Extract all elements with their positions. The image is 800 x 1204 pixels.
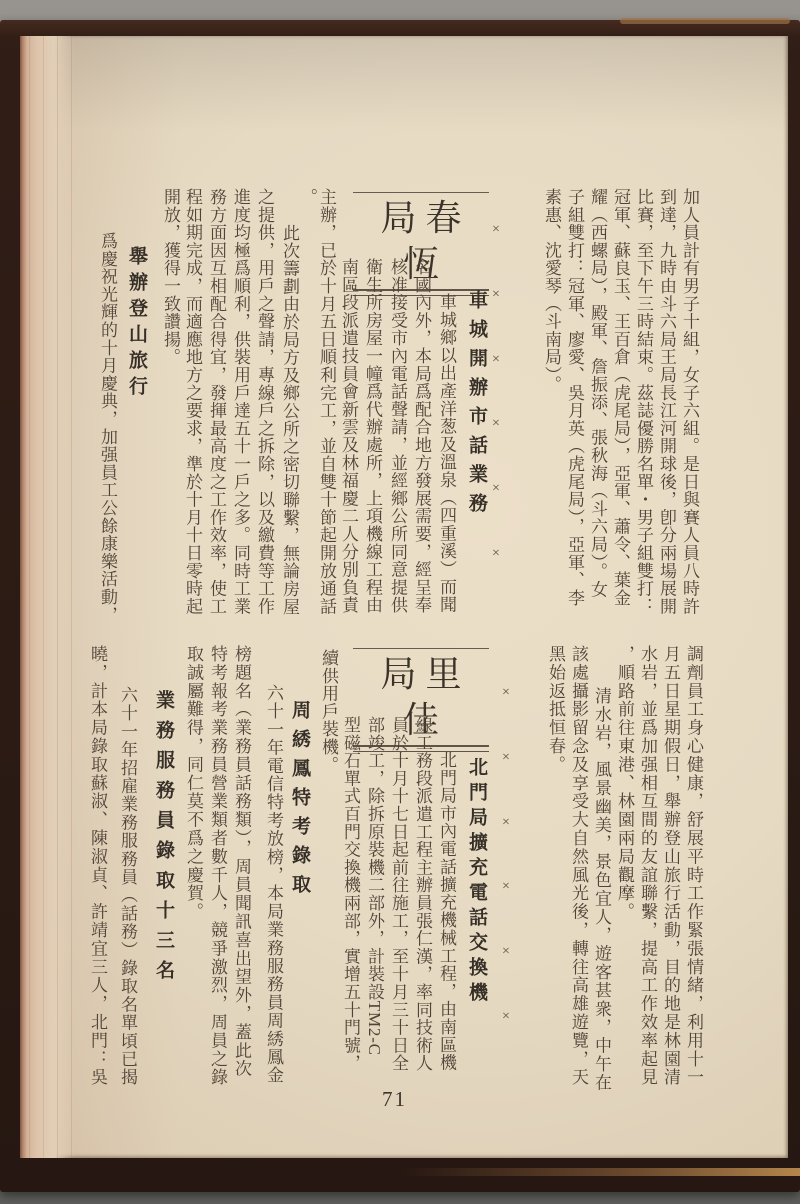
x-mark: × [502,1008,510,1024]
text-column: 線工務段派遣工程主辦員張仁漢，率同技術人 [413,716,432,1072]
text-column: 型磁石單式百門交換機兩部，實增五十門號， [341,716,360,1072]
header-rule [353,192,489,193]
text-column: 取誠屬難得，同仁莫不爲之慶賀。 [184,645,203,921]
text-column: 開放，獲得一致讚揚。 [161,188,180,366]
text-column: 六十一年電信特考放榜，本局業務服務員周綉鳳金 [264,684,283,1085]
x-mark: × [502,879,510,895]
text-column: ，順路前往東港、林園兩局觀摩。 [615,645,634,921]
text-column: 此次籌劃由於局方及鄉公所之密切聯繫，無論房屋 [280,224,299,616]
header-rule [353,648,489,649]
x-mark: × [502,944,510,960]
x-mark: × [492,481,500,497]
x-mark: × [492,286,500,302]
text-column: 北門局市內電話擴充機械工程，由南區機 [437,751,456,1072]
text-column: 調劑員工身心健康，舒展平時工作緊張情緒，利用十一 [684,645,703,1087]
x-mark: × [492,416,500,432]
text-column: 核准接受市內電話聲請，並經鄉公所同意提供 [388,258,407,614]
text-column: 子組雙打：冠軍、廖愛、吳月英（虎尾局），亞軍、李 [565,188,584,607]
text-column: 特考報考業務員營業類者數千人，競爭激烈，周員之錄 [208,645,227,1087]
text-column: 部竣工，除拆原裝機二部外，計裝設TM2-C [365,716,384,1056]
text-column: 名國內外，本局爲配合地方發展需要，經呈奉 [412,258,431,614]
page-number: 71 [382,1087,407,1111]
text-column: 續供用戶裝機。 [319,649,338,774]
text-column: 衛生所房屋一幢爲代辦處所，上項機線工程由 [363,258,382,614]
text-column: 比賽，至下午三時結束。茲誌優勝名單・男子組雙打： [634,188,653,616]
bureau-title: 局春恆 [380,198,471,284]
x-mark: × [492,222,500,237]
text-column: 素惠、沈愛琴（斗南局）。 [542,188,561,394]
text-column: 爲慶祝光輝的十月慶典，加强員工公餘康樂活動， [98,232,117,624]
section-separator [496,685,516,1025]
article-heading: 業務服務員錄取十三名 [153,690,174,990]
page-fore-edge [20,36,74,1158]
cover-wear-mark [400,1168,800,1176]
text-column: 到達，九時由斗六局王局長江河開球後，卽分兩場展開 [657,188,676,616]
x-mark: × [502,814,510,830]
text-column: 耀（西螺局），殿軍、詹振添、張秋海（斗六局）。女 [588,188,607,599]
cover-wear-mark [620,18,790,24]
article-heading: 周綉鳳特考錄取 [289,700,310,903]
article-heading: 舉辦登山旅行 [126,246,147,402]
text-column: 主辦，已於十月五日順利完工，並自雙十節起開放通話 [317,188,336,616]
x-mark: × [502,749,510,765]
book-page [20,36,788,1158]
text-column: 。 [298,188,317,206]
x-mark: × [492,545,500,561]
article-heading: 車城開辦市話業務 [466,290,487,522]
text-column: 月五日星期假日，舉辦登山旅行活動，目的地是林園清 [661,645,680,1087]
text-column: 程如期完成，而適應地方之要求，準於十月十日零時起 [183,188,202,616]
text-column: 員於十月十七日起前往施工，至十月三十日全 [389,716,408,1072]
text-column: 曉，計本局錄取蘇淑、陳淑貞、許靖宜三人，北門：吳 [88,645,107,1087]
x-mark: × [502,685,510,700]
text-column: 冠軍、蘇良玉、王百倉（虎尾局），亞軍、蕭令、葉金 [611,188,630,607]
text-column: 該處攝影留念及享受大自然風光後，轉往高雄遊覽，天 [569,645,588,1087]
text-column: 水岩，並爲加强相互間的友誼聯繫，提高工作效率起見 [638,645,657,1087]
x-mark: × [492,351,500,367]
text-column: 榜題名（業務員話務類），周員聞訊喜出望外，蓋此次 [232,645,251,1079]
text-column: 六十一年招雇業務服務員（話務）錄取名單頃已揭 [118,686,137,1087]
text-column: 務方面因互相配合得宜，發揮最高度之工作效率，使工 [207,188,226,616]
text-column: 清水岩，風景幽美，景色宜人，遊客甚衆，中午在 [592,687,611,1092]
text-column: 黑始返抵恒春。 [546,645,565,774]
article-heading: 北門局擴充電話交換機 [466,757,487,1007]
text-column: 南區段派遣技員會新雲及林福慶二人分別負責 [339,258,358,614]
text-column: 進度均極爲順利，供裝用戶達五十一戶之多。同時工業 [231,188,250,616]
text-column: 加人員計有男子十組，女子六組。是日與賽人員八時許 [680,188,699,616]
text-column: 之提供，用戶之聲請，專線戶之拆除，以及繳費等工作 [255,188,274,616]
bureau-title: 局里佳 [380,654,471,740]
text-column: 車城鄉以出產洋葱及溫泉（四重溪）而聞 [437,293,456,614]
